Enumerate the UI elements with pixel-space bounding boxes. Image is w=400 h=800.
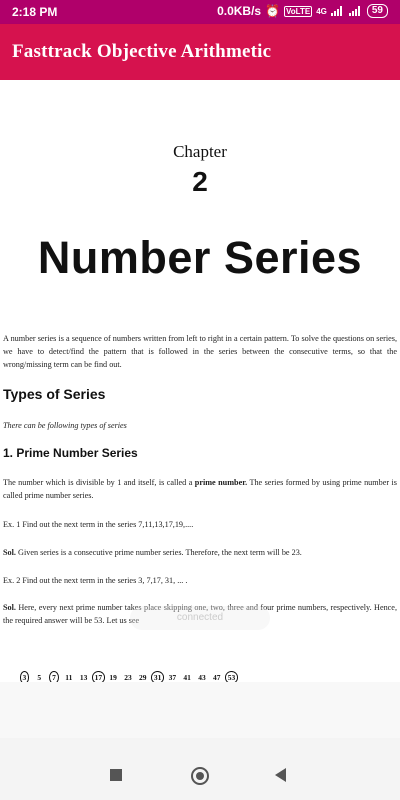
series-number-text: 17 [92,671,106,684]
alarm-icon: ⏰ [265,4,281,18]
app-title: Fasttrack Objective Arithmetic [12,41,272,62]
series-number-text: 41 [183,673,191,682]
series-number-text: 23 [124,673,132,682]
prime-def-part-1: The number which is divisible by 1 and itself, is called a [3,478,195,487]
series-number-text: 13 [79,673,88,682]
series-number-text: 47 [213,673,221,682]
example-1: Ex. 1 Find out the next term in the series 7,11,13,17,19,.... [3,520,194,529]
chapter-number: 2 [192,166,208,197]
navigation-bar [0,738,400,800]
sol2-label: Sol. [3,603,16,612]
series-number-text: 19 [109,673,117,682]
types-heading: Types of Series [3,386,106,402]
connection-toast: connected [130,606,270,630]
series-number-text: 53 [225,671,239,684]
chapter-title: Number Series [37,232,363,283]
app-bar [0,24,400,80]
prime-def-part-2: The series formed by using prime number is called prime number series. [3,478,397,500]
prime-definition [3,476,397,502]
volte-icon: VoLTE [286,6,311,16]
sol1-text: Given series is a consecutive prime number series. Therefore, the next term will be 23. [15,548,302,557]
status-bar [0,0,400,24]
page-gap [0,682,400,738]
series-number-text: 37 [168,673,177,682]
status-time: 2:18 PM [12,5,58,19]
solution-1 [3,546,397,559]
series-number-text: 31 [151,671,165,684]
series-number-text: 11 [65,673,73,682]
sol1-label: Sol. [3,548,16,557]
net-type-label: 4G [316,6,327,16]
example-2: Ex. 2 Find out the next term in the series 3, 7,17, 31, ... . [3,576,188,585]
series-number-text: 5 [37,673,42,682]
series-number-text: 29 [139,673,147,682]
home-button[interactable] [191,767,209,785]
signal-icon [349,6,363,16]
network-speed: 0.0KB/s [217,4,262,18]
recents-button[interactable] [110,769,122,781]
status-icons [217,4,388,18]
back-button[interactable] [275,768,286,782]
types-intro: There can be following types of series [3,421,127,430]
prime-def-bold: prime number. [194,478,248,487]
sol2-text: Here, every next prime number takes place skipping one, two, three and four prime numbers, respectively. Hence, the required answer will be 53. Let us see [3,603,397,625]
series-number-text: 43 [198,673,206,682]
intro-paragraph: A number series is a sequence of numbers written from left to right in a certain pattern. To solve the questions on series, we have to detect/find the pattern that is followed in the series between the consecutive terms, so that the wrong/missing term can be find out. [3,334,397,369]
prime-heading: 1. Prime Number Series [3,446,138,460]
series-number-text: 3 [20,671,30,684]
document-page[interactable] [0,80,400,682]
battery-icon: 59 [367,4,388,18]
series-number-text: 7 [49,671,59,684]
chapter-label: Chapter [173,142,227,161]
signal-icon [331,6,345,16]
